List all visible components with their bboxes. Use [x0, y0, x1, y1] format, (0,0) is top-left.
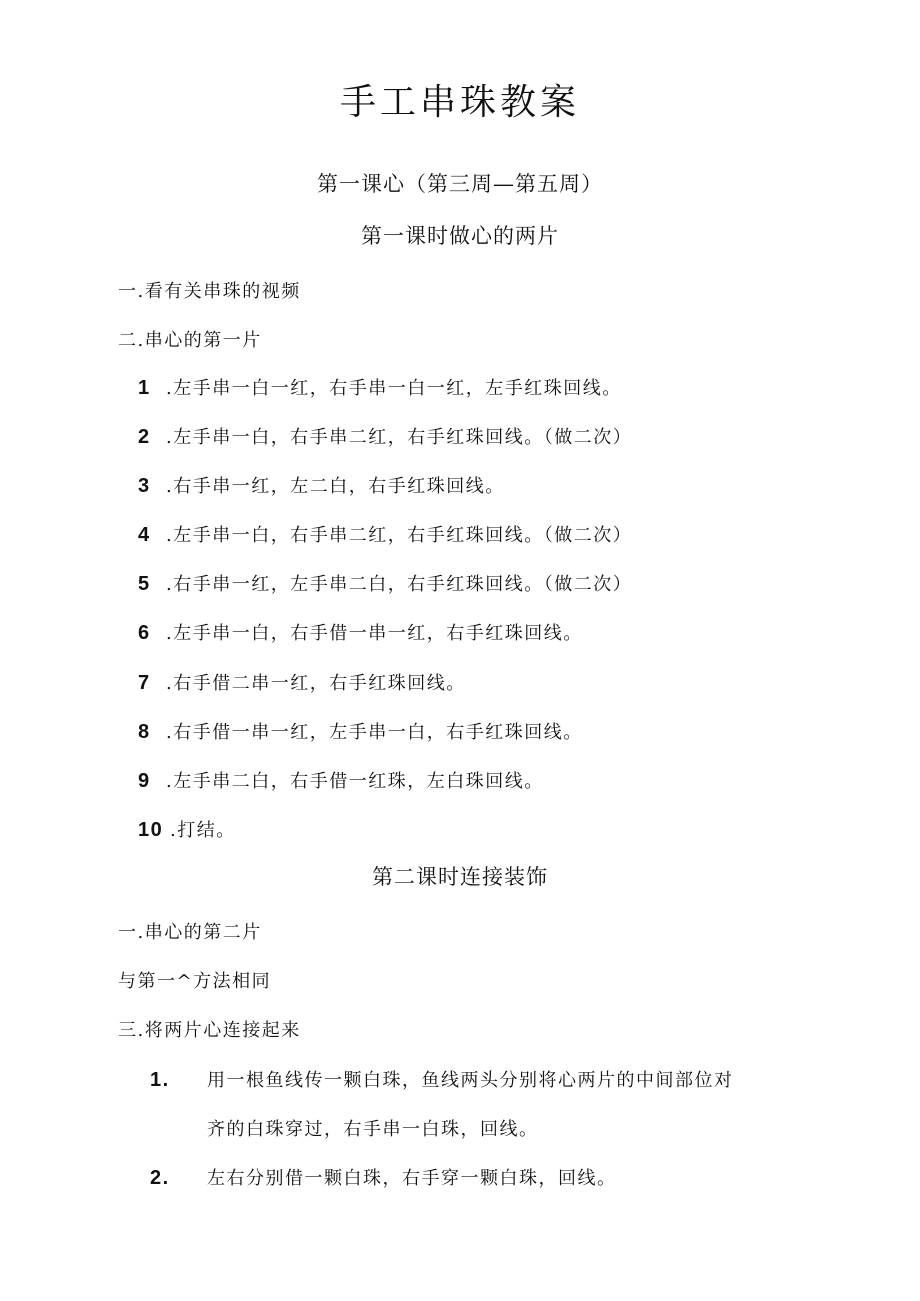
lesson2-step-1-continuation: 齐的白珠穿过，右手串一白珠，回线。	[207, 1119, 539, 1140]
lesson1-step-8	[138, 718, 583, 744]
step-number: 5	[138, 573, 151, 595]
step-text: .左手串一白，右手借一串一红，右手红珠回线。	[166, 623, 583, 644]
lesson1-step-1	[138, 374, 622, 400]
step-text: .左手串一白一红，右手串一白一红，左手红珠回线。	[166, 378, 622, 399]
step-number: 1.	[150, 1069, 170, 1091]
step-text: .右手串一红，左手串二白，右手红珠回线。（做二次）	[166, 574, 633, 595]
lesson2-step-1	[150, 1066, 734, 1092]
step-text: 用一根鱼线传一颗白珠，鱼线两头分别将心两片的中间部位对	[207, 1070, 734, 1091]
step-number: 1	[138, 377, 151, 399]
lesson1-heading: 第一课时做心的两片	[361, 224, 559, 248]
step-text: .打结。	[170, 820, 236, 841]
document-title: 手工串珠教案	[339, 82, 580, 123]
step-text: .左手串一白，右手串二红，右手红珠回线。（做二次）	[166, 525, 633, 546]
step-number: 2.	[150, 1167, 170, 1189]
step-text: .右手串一红，左二白，右手红珠回线。	[166, 476, 505, 497]
step-text: .左手串二白，右手借一红珠，左白珠回线。	[166, 771, 544, 792]
lesson1-step-6	[138, 619, 583, 645]
lesson1-step-3	[138, 472, 505, 498]
step-number: 8	[138, 721, 151, 743]
step-number: 6	[138, 622, 151, 644]
step-number: 9	[138, 770, 151, 792]
lesson1-step-7	[138, 669, 466, 695]
lesson1-step-9	[138, 767, 544, 793]
step-number: 7	[138, 672, 151, 694]
lesson2-item-2: 与第一^方法相同	[118, 971, 272, 992]
step-number: 10	[138, 819, 164, 841]
lesson2-heading: 第二课时连接装饰	[372, 865, 548, 889]
lesson2-item-3: 三.将两片心连接起来	[118, 1020, 301, 1041]
step-number: 3	[138, 475, 151, 497]
step-text: .右手借一串一红，左手串一白，右手红珠回线。	[166, 722, 583, 743]
lesson1-step-5	[138, 570, 632, 596]
lesson1-step-2	[138, 423, 632, 449]
step-text: 左右分别借一颗白珠，右手穿一颗白珠，回线。	[207, 1168, 617, 1189]
unit-heading: 第一课心（第三周—第五周）	[317, 172, 603, 196]
lesson1-item-1: 一.看有关串珠的视频	[118, 281, 301, 302]
lesson1-step-4	[138, 521, 632, 547]
step-text: .右手借二串一红，右手红珠回线。	[166, 673, 466, 694]
step-text: .左手串一白，右手串二红，右手红珠回线。（做二次）	[166, 427, 633, 448]
step-number: 2	[138, 426, 151, 448]
step-number: 4	[138, 524, 151, 546]
lesson2-item-1: 一.串心的第二片	[118, 922, 262, 943]
lesson1-step-10	[138, 816, 236, 842]
lesson1-item-2: 二.串心的第一片	[118, 330, 262, 351]
lesson2-step-2	[150, 1164, 617, 1190]
